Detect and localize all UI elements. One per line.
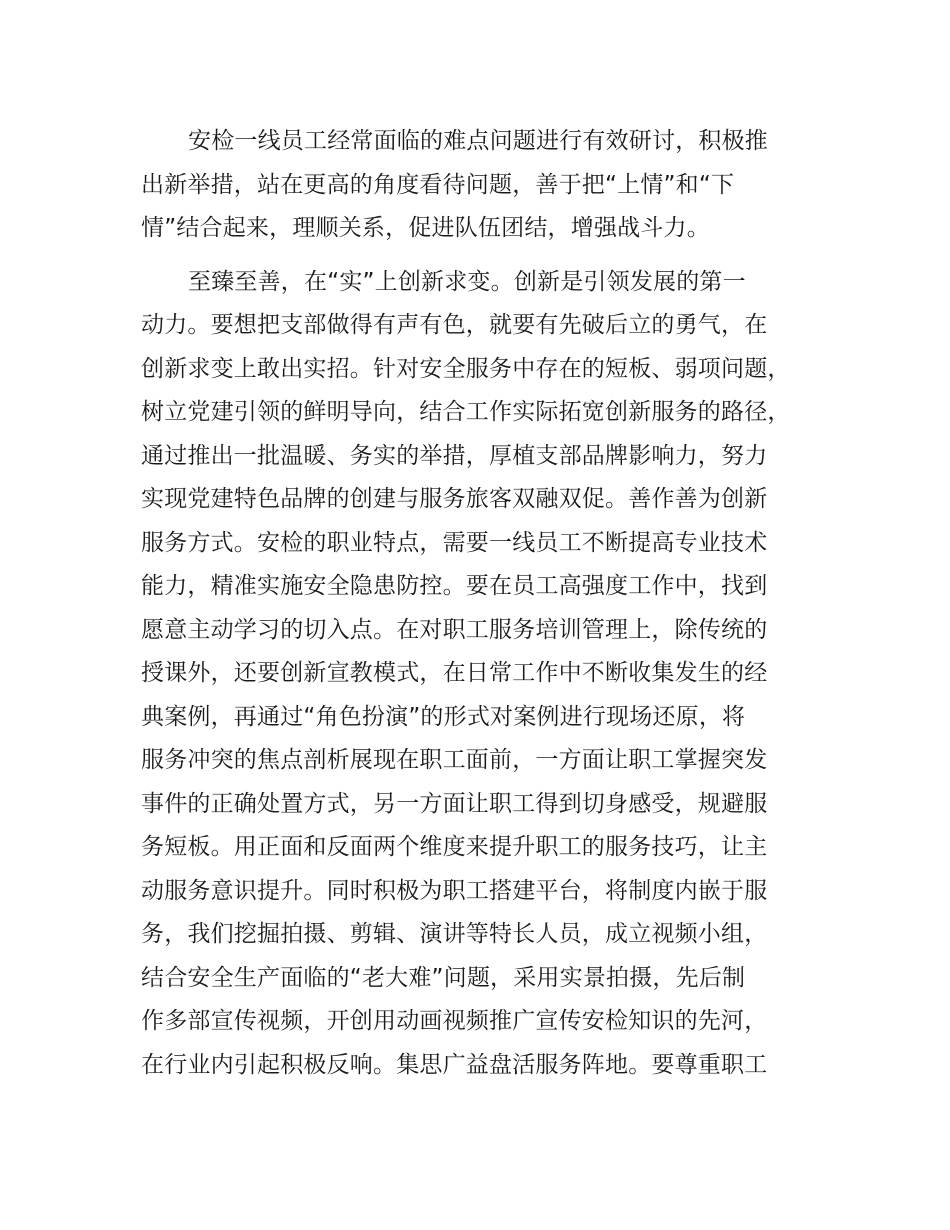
text-line: 实现党建特色品牌的创建与服务旅客双融双促。善作善为创新 — [141, 486, 768, 512]
paragraph-1 — [141, 120, 841, 251]
text-line: 服务冲突的焦点剖析展现在职工面前，一方面让职工掌握突发 — [141, 747, 768, 773]
document-body — [141, 120, 841, 1087]
text-line: 授课外，还要创新宣教模式，在日常工作中不断收集发生的经 — [141, 660, 768, 686]
text-line: 动力。要想把支部做得有声有色，就要有先破后立的勇气，在 — [141, 312, 768, 338]
text-line: 动服务意识提升。同时积极为职工搭建平台，将制度内嵌于服 — [141, 877, 768, 904]
text-line: 在行业内引起积极反响。集思广益盘活服务阵地。要尊重职工 — [141, 1051, 768, 1078]
text-line: 至臻至善，在“实”上创新求变。创新是引领发展的第一 — [188, 268, 746, 295]
text-line: 树立党建引领的鲜明导向，结合工作实际拓宽创新服务的路径， — [141, 399, 791, 425]
paragraph-2 — [141, 261, 841, 1088]
text-line: 愿意主动学习的切入点。在对职工服务培训管理上，除传统的 — [141, 616, 768, 643]
text-line: 务，我们挖掘拍摄、剪辑、演讲等特长人员，成立视频小组， — [141, 921, 768, 947]
paragraph-spacer — [141, 251, 841, 261]
text-line: 通过推出一批温暖、务实的举措，厚植支部品牌影响力，努力 — [141, 442, 768, 469]
text-line: 出新举措，站在更高的角度看待问题，善于把“上情”和“下 — [141, 171, 735, 198]
text-line: 服务方式。安检的职业特点，需要一线员工不断提高专业技术 — [141, 529, 768, 556]
text-line: 情”结合起来，理顺关系，促进队伍团结，增强战斗力。 — [141, 215, 710, 241]
text-line: 事件的正确处置方式，另一方面让职工得到切身感受，规避服 — [141, 790, 768, 817]
text-line: 典案例，再通过“角色扮演”的形式对案例进行现场还原，将 — [141, 703, 746, 730]
text-line: 作多部宣传视频，开创用动画视频推广宣传安检知识的先河， — [141, 1008, 768, 1034]
text-line: 创新求变上敢出实招。针对安全服务中存在的短板、弱项问题， — [141, 355, 791, 382]
text-line: 务短板。用正面和反面两个维度来提升职工的服务技巧，让主 — [141, 834, 768, 860]
text-line: 能力，精准实施安全隐患防控。要在员工高强度工作中，找到 — [141, 573, 768, 599]
text-line: 安检一线员工经常面临的难点问题进行有效研讨，积极推 — [188, 128, 768, 154]
text-line: 结合安全生产面临的“老大难”问题，采用实景拍摄，先后制 — [141, 964, 746, 991]
